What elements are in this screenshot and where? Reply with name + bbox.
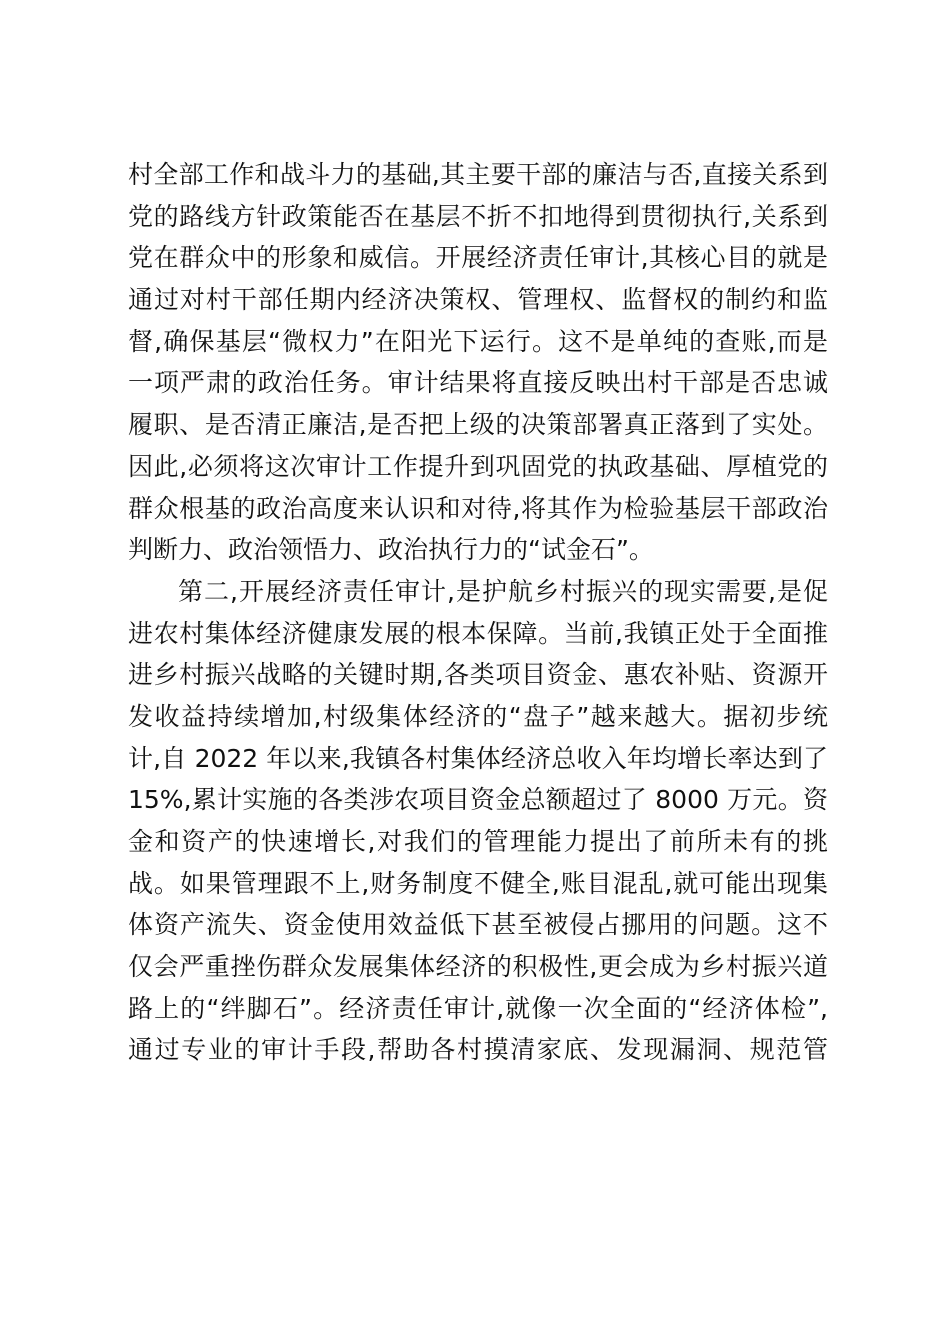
paragraph-line: 发收益持续增加,村级集体经济的“盘子”越来越大。据初步统 [128,701,828,731]
paragraph-line: 群众根基的政治高度来认识和对待,将其作为检验基层干部政治 [128,493,828,523]
paragraph-line: 督,确保基层“微权力”在阳光下运行。这不是单纯的查账,而是 [128,326,828,356]
paragraph-line: 15%,累计实施的各类涉农项目资金总额超过了 8000 万元。资 [128,785,828,815]
paragraph-line: 仅会严重挫伤群众发展集体经济的积极性,更会成为乡村振兴道 [128,952,828,982]
paragraph-line: 计,自 2022 年以来,我镇各村集体经济总收入年均增长率达到了 [128,743,828,773]
paragraph-line: 进乡村振兴战略的关键时期,各类项目资金、惠农补贴、资源开 [128,660,828,690]
paragraph-line: 通过对村干部任期内经济决策权、管理权、监督权的制约和监 [128,285,828,315]
paragraph-line: 一项严肃的政治任务。审计结果将直接反映出村干部是否忠诚 [128,368,828,398]
paragraph-line: 通过专业的审计手段,帮助各村摸清家底、发现漏洞、规范管 [128,1035,828,1065]
paragraph-line: 路上的“绊脚石”。经济责任审计,就像一次全面的“经济体检”, [128,993,828,1023]
paragraph-1 [128,154,828,571]
paragraph-line: 战。如果管理跟不上,财务制度不健全,账目混乱,就可能出现集 [128,868,828,898]
paragraph-line: 村全部工作和战斗力的基础,其主要干部的廉洁与否,直接关系到 [128,160,828,189]
paragraph-line: 党在群众中的形象和威信。开展经济责任审计,其核心目的就是 [128,243,828,273]
paragraph-line: 体资产流失、资金使用效益低下甚至被侵占挪用的问题。这不 [128,910,828,940]
paragraph-line: 党的路线方针政策能否在基层不折不扣地得到贯彻执行,关系到 [128,201,828,231]
paragraph-line: 金和资产的快速增长,对我们的管理能力提出了前所未有的挑 [128,827,828,856]
paragraph-line: 履职、是否清正廉洁,是否把上级的决策部署真正落到了实处。 [128,410,828,440]
paragraph-line: 判断力、政治领悟力、政治执行力的“试金石”。 [128,535,654,565]
paragraph-line: 进农村集体经济健康发展的根本保障。当前,我镇正处于全面推 [128,618,828,648]
document-body [128,154,828,1071]
paragraph-line: 第二,开展经济责任审计,是护航乡村振兴的现实需要,是促 [178,576,828,606]
paragraph-2 [128,571,828,1071]
paragraph-line: 因此,必须将这次审计工作提升到巩固党的执政基础、厚植党的 [128,451,828,481]
